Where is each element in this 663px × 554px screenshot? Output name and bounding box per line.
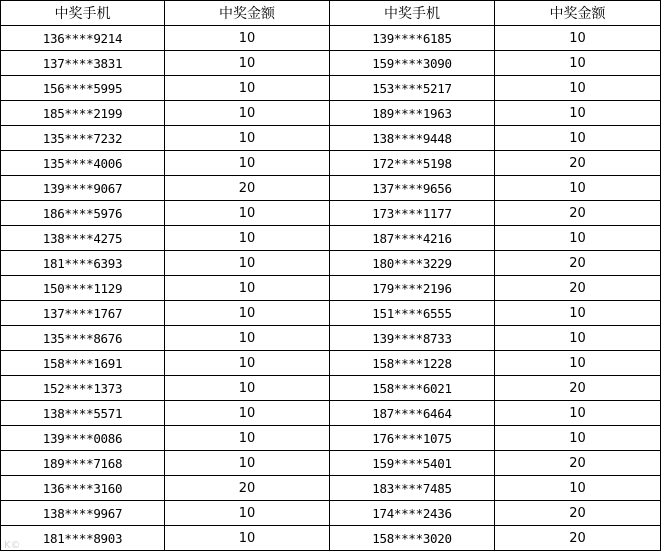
table-row xyxy=(1,451,661,476)
cell-phone-right: 139****8733 xyxy=(330,326,495,351)
cell-amount-right: 10 xyxy=(495,476,661,501)
cell-amount-left: 10 xyxy=(165,101,330,126)
table-row xyxy=(1,351,661,376)
cell-phone-left: 189****7168 xyxy=(1,451,165,476)
table-row xyxy=(1,501,661,526)
cell-amount-right: 10 xyxy=(495,426,661,451)
cell-phone-left: 139****0086 xyxy=(1,426,165,451)
header-amount-left: 中奖金额 xyxy=(165,1,330,26)
cell-phone-right: 159****5401 xyxy=(330,451,495,476)
table-row xyxy=(1,276,661,301)
cell-phone-left: 136****3160 xyxy=(1,476,165,501)
header-phone-left: 中奖手机 xyxy=(1,1,165,26)
table-row xyxy=(1,301,661,326)
cell-phone-left: 135****7232 xyxy=(1,126,165,151)
cell-phone-left: 158****1691 xyxy=(1,351,165,376)
table-row xyxy=(1,376,661,401)
cell-amount-left: 10 xyxy=(165,26,330,51)
table-row xyxy=(1,526,661,551)
cell-amount-left: 10 xyxy=(165,526,330,551)
table-row xyxy=(1,126,661,151)
table-header xyxy=(1,1,661,26)
cell-amount-right: 10 xyxy=(495,326,661,351)
cell-phone-right: 159****3090 xyxy=(330,51,495,76)
cell-phone-right: 180****3229 xyxy=(330,251,495,276)
cell-phone-right: 138****9448 xyxy=(330,126,495,151)
watermark-logo: K© xyxy=(4,540,21,551)
table-row xyxy=(1,176,661,201)
table-row xyxy=(1,51,661,76)
cell-amount-left: 10 xyxy=(165,376,330,401)
cell-amount-right: 10 xyxy=(495,51,661,76)
table-row xyxy=(1,101,661,126)
table-body xyxy=(1,26,661,551)
cell-phone-right: 189****1963 xyxy=(330,101,495,126)
cell-amount-right: 10 xyxy=(495,76,661,101)
cell-phone-left: 181****6393 xyxy=(1,251,165,276)
cell-amount-right: 20 xyxy=(495,151,661,176)
cell-phone-left: 186****5976 xyxy=(1,201,165,226)
cell-phone-left: 135****8676 xyxy=(1,326,165,351)
cell-phone-right: 187****4216 xyxy=(330,226,495,251)
cell-amount-right: 20 xyxy=(495,376,661,401)
cell-phone-left: 150****1129 xyxy=(1,276,165,301)
cell-phone-right: 174****2436 xyxy=(330,501,495,526)
cell-amount-left: 10 xyxy=(165,201,330,226)
cell-phone-left: 137****1767 xyxy=(1,301,165,326)
cell-amount-left: 20 xyxy=(165,476,330,501)
cell-phone-left: 156****5995 xyxy=(1,76,165,101)
cell-phone-left: 181****8903 xyxy=(1,526,165,551)
cell-amount-left: 10 xyxy=(165,226,330,251)
cell-amount-left: 10 xyxy=(165,276,330,301)
cell-phone-right: 153****5217 xyxy=(330,76,495,101)
cell-phone-left: 138****9967 xyxy=(1,501,165,526)
cell-amount-left: 10 xyxy=(165,426,330,451)
cell-phone-left: 139****9067 xyxy=(1,176,165,201)
table-row xyxy=(1,251,661,276)
header-phone-right: 中奖手机 xyxy=(330,1,495,26)
table-row xyxy=(1,26,661,51)
cell-phone-right: 158****6021 xyxy=(330,376,495,401)
table-row xyxy=(1,76,661,101)
cell-amount-left: 10 xyxy=(165,451,330,476)
cell-amount-right: 10 xyxy=(495,351,661,376)
cell-amount-right: 10 xyxy=(495,226,661,251)
table-row xyxy=(1,426,661,451)
table-row xyxy=(1,201,661,226)
cell-phone-right: 173****1177 xyxy=(330,201,495,226)
cell-phone-right: 151****6555 xyxy=(330,301,495,326)
cell-amount-right: 10 xyxy=(495,301,661,326)
cell-amount-left: 10 xyxy=(165,126,330,151)
cell-amount-right: 20 xyxy=(495,201,661,226)
cell-amount-left: 20 xyxy=(165,176,330,201)
cell-amount-right: 20 xyxy=(495,501,661,526)
cell-phone-left: 185****2199 xyxy=(1,101,165,126)
table-row xyxy=(1,476,661,501)
cell-phone-right: 187****6464 xyxy=(330,401,495,426)
cell-amount-left: 10 xyxy=(165,301,330,326)
cell-phone-left: 135****4006 xyxy=(1,151,165,176)
table-row xyxy=(1,226,661,251)
cell-amount-right: 10 xyxy=(495,176,661,201)
cell-amount-left: 10 xyxy=(165,501,330,526)
cell-phone-right: 179****2196 xyxy=(330,276,495,301)
cell-amount-right: 10 xyxy=(495,126,661,151)
cell-phone-left: 136****9214 xyxy=(1,26,165,51)
cell-amount-right: 20 xyxy=(495,451,661,476)
cell-amount-right: 20 xyxy=(495,276,661,301)
cell-amount-right: 20 xyxy=(495,251,661,276)
table-row xyxy=(1,326,661,351)
cell-amount-left: 10 xyxy=(165,401,330,426)
cell-phone-right: 183****7485 xyxy=(330,476,495,501)
cell-amount-right: 10 xyxy=(495,26,661,51)
cell-phone-left: 152****1373 xyxy=(1,376,165,401)
cell-phone-right: 158****3020 xyxy=(330,526,495,551)
header-row xyxy=(1,1,661,26)
table-row xyxy=(1,401,661,426)
cell-phone-right: 158****1228 xyxy=(330,351,495,376)
cell-amount-left: 10 xyxy=(165,326,330,351)
cell-amount-right: 10 xyxy=(495,401,661,426)
cell-phone-right: 139****6185 xyxy=(330,26,495,51)
cell-amount-left: 10 xyxy=(165,151,330,176)
cell-amount-left: 10 xyxy=(165,351,330,376)
cell-phone-right: 172****5198 xyxy=(330,151,495,176)
header-amount-right: 中奖金额 xyxy=(495,1,661,26)
cell-phone-left: 138****4275 xyxy=(1,226,165,251)
cell-amount-right: 20 xyxy=(495,526,661,551)
table-row xyxy=(1,151,661,176)
cell-phone-left: 137****3831 xyxy=(1,51,165,76)
cell-amount-left: 10 xyxy=(165,51,330,76)
cell-phone-right: 176****1075 xyxy=(330,426,495,451)
cell-phone-right: 137****9656 xyxy=(330,176,495,201)
cell-amount-left: 10 xyxy=(165,76,330,101)
cell-amount-left: 10 xyxy=(165,251,330,276)
cell-phone-left: 138****5571 xyxy=(1,401,165,426)
cell-amount-right: 10 xyxy=(495,101,661,126)
